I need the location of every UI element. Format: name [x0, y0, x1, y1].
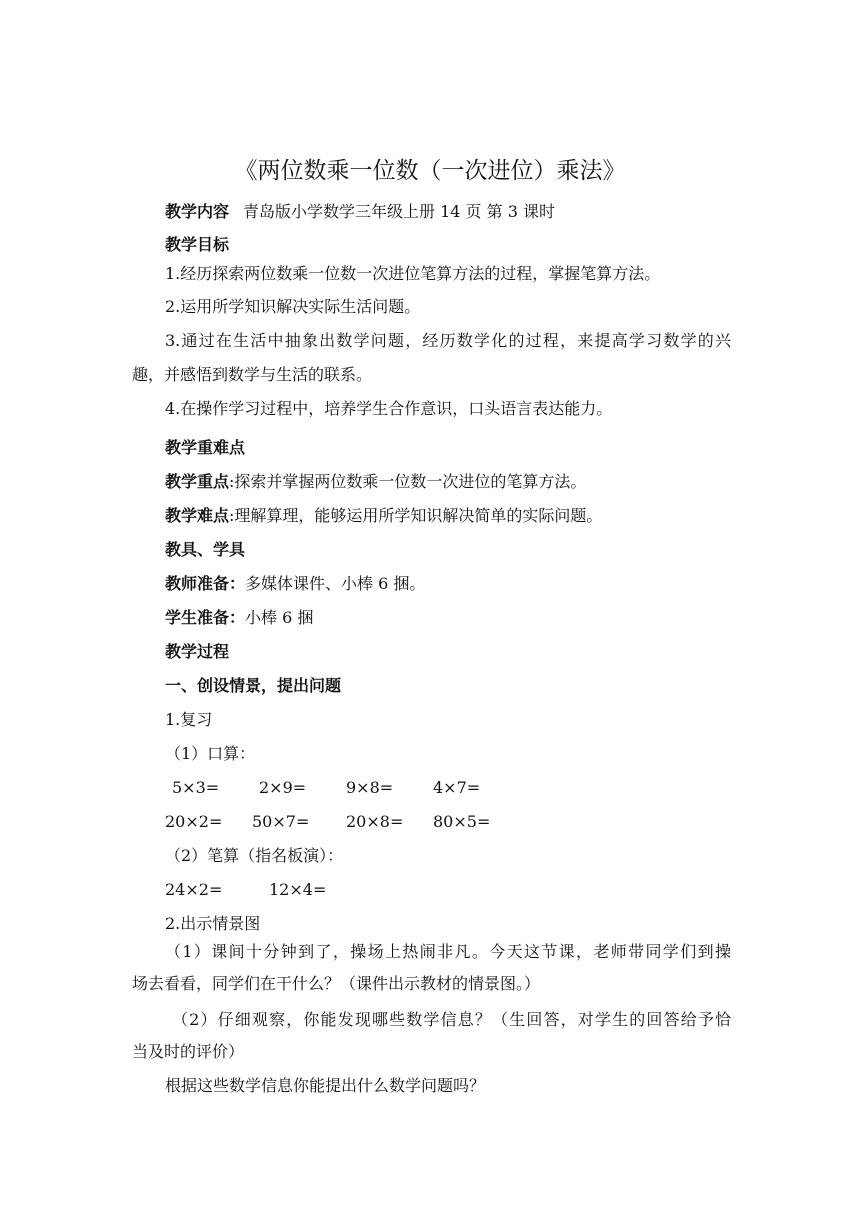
objective-2: 2.运用所学知识解决实际生活问题。 — [165, 297, 421, 316]
written-problem-2: 12×4= — [269, 880, 327, 899]
teacher-prep-text: 多媒体课件、小棒 6 捆。 — [245, 574, 426, 593]
oral-problem-5: 20×2= — [165, 812, 223, 831]
scene-2-line-1: （2）仔细观察，你能发现哪些数学信息？（生回答，对学生的回答给予恰 — [172, 1010, 731, 1029]
student-prep-text: 小棒 6 捆 — [245, 608, 314, 627]
key-points-heading: 教学重难点 — [165, 438, 246, 457]
scene-2-line-2: 当及时的评价） — [132, 1042, 245, 1061]
scene-label: 2.出示情景图 — [165, 914, 261, 933]
oral-problem-7: 20×8= — [346, 812, 404, 831]
teacher-prep-line — [165, 574, 425, 594]
focus-text: :探索并掌握两位数乘一位数一次进位的笔算方法。 — [229, 472, 587, 491]
oral-problem-8: 80×5= — [433, 812, 491, 831]
teacher-prep-label: 教师准备： — [165, 574, 246, 593]
objectives-heading: 教学目标 — [165, 235, 230, 254]
content-line — [165, 202, 555, 222]
oral-problem-3: 9×8= — [346, 778, 394, 797]
student-prep-line — [165, 608, 313, 628]
scene-1-line-1: （1）课间十分钟到了，操场上热闹非凡。今天这节课，老师带同学们到操 — [165, 942, 731, 961]
content-label: 教学内容 — [165, 202, 230, 221]
content-text: 青岛版小学数学三年级上册 14 页 第 3 课时 — [243, 202, 555, 221]
difficulty-label: 教学难点 — [165, 506, 230, 525]
scene-1-line-2: 场去看看，同学们在干什么？（课件出示教材的情景图。） — [132, 974, 541, 993]
oral-problem-4: 4×7= — [433, 778, 481, 797]
objective-4: 4.在操作学习过程中，培养学生合作意识，口头语言表达能力。 — [165, 399, 613, 418]
difficulty-line — [165, 506, 602, 526]
document-title: 《两位数乘一位数（一次进位）乘法》 — [234, 158, 626, 184]
written-problem-1: 24×2= — [165, 880, 223, 899]
oral-problem-1: 5×3= — [172, 778, 220, 797]
student-prep-label: 学生准备： — [165, 608, 246, 627]
process-heading: 教学过程 — [165, 642, 230, 661]
difficulty-text: :理解算理，能够运用所学知识解决简单的实际问题。 — [229, 506, 603, 525]
focus-label: 教学重点 — [165, 472, 230, 491]
written-calc-label: （2）笔算（指名板演）： — [165, 846, 344, 865]
question-prompt: 根据这些数学信息你能提出什么数学问题吗？ — [165, 1076, 486, 1095]
objective-1: 1.经历探索两位数乘一位数一次进位笔算方法的过程，掌握笔算方法。 — [165, 264, 661, 283]
section-1-heading: 一、创设情景，提出问题 — [165, 676, 342, 695]
objective-3-line-1: 3.通过在生活中抽象出数学问题，经历数学化的过程，来提高学习数学的兴 — [165, 331, 731, 350]
tools-heading: 教具、学具 — [165, 540, 246, 559]
oral-calc-label: （1）口算： — [165, 744, 256, 763]
review-label: 1.复习 — [165, 710, 213, 729]
oral-problem-6: 50×7= — [252, 812, 310, 831]
oral-problem-2: 2×9= — [259, 778, 307, 797]
focus-line — [165, 472, 586, 492]
objective-3-line-2: 趣，并感悟到数学与生活的联系。 — [132, 365, 373, 384]
